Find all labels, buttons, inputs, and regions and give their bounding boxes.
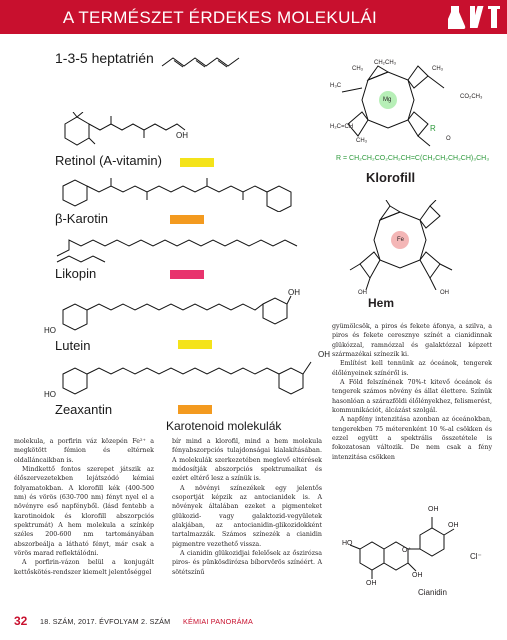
klorofill-co2ch3-label: CO₂CH₃ <box>460 94 483 100</box>
issue-info: 18. SZÁM, 2017. ÉVFOLYAM 2. SZÁM <box>40 617 171 626</box>
paragraph: A cianidin glükozidjai felelősek az őszirózsa piros- és pünkösdirózsa bíborvörös színéért. A sötétszínű <box>172 550 322 576</box>
cianidin-cl-label: Cl⁻ <box>470 552 482 561</box>
paragraph: A porfirin-vázon belül a konjugált kettőskötés-rendszer kiemelt jelentőséggel <box>14 559 154 576</box>
heptatrien-structure <box>160 54 250 70</box>
hem-structure <box>340 200 490 290</box>
paragraph: gyümölcsök, a piros és fekete áfonya, a szilva, a piros és fekete ceresznye színét a cianidinnak glükózzal, ramnózzal és galaktózzal képzett származékai színezik ki. <box>332 323 492 359</box>
zeaxantin-label: Zeaxantin <box>55 402 113 417</box>
klorofill-ch3-top-left: CH₃ <box>352 66 364 72</box>
karotin-label: β-Karotin <box>55 211 108 226</box>
magazine-name: KÉMIAI PANORÁMA <box>183 617 253 626</box>
likopin-color-swatch <box>170 270 204 279</box>
cianidin-oh-bottom: OH <box>366 580 377 587</box>
paragraph: Említést kell tennünk az óceánok, tengerek élőlényeinek színéről is. <box>332 360 492 377</box>
zeaxantin-oh-label: OH <box>318 350 330 359</box>
klorofill-h3c-left: H₃C <box>330 83 342 89</box>
cianidin-ho-left: HO <box>342 540 353 547</box>
paragraph: Mindkettő fontos szerepet játszik az élőszervezetekben lejátszódó kémiai folyamatokban. A klorofill kék (400-500 nm) és vörös (630-700 nm) fényt nyel el a növényre eső napfényből. (lásd fentebb a karotinoidok és klorofill abszorpciós spektrumát) A hem molekula a színkép széles 200-600 nm tartományában abszorbeálja a látható fényt, már csak a vörös marad reflektálódni. <box>14 466 154 558</box>
page-title: A TERMÉSZET ÉRDEKES MOLEKULÁI <box>62 8 378 27</box>
zeaxantin-structure <box>55 350 320 400</box>
cianidin-label: Cianidin <box>418 588 447 597</box>
klorofill-structure <box>318 58 498 158</box>
hem-oh-left: OH <box>358 290 367 296</box>
paragraph: bír mind a klorofil, mind a hem molekula fényabszorpciós tulajdonságai kialakításában. A molekulák szerkezetében meglevő eltérések módosítják abszorpciós spektrumaikat és ezért eltérő lesz a színük is. <box>172 438 322 483</box>
text-column-middle <box>172 437 322 577</box>
carotenoid-caption: Karotenoid molekulák <box>166 419 282 433</box>
retinol-color-swatch <box>180 158 214 167</box>
klorofill-ch3-bottom: CH₃ <box>356 138 368 144</box>
cianidin-structure <box>340 505 500 595</box>
klorofill-ch2ch3-top: CH₂CH₃ <box>374 60 397 66</box>
karotin-structure <box>55 176 300 212</box>
klorofill-ch3-top-right: CH₃ <box>432 66 444 72</box>
hem-label: Hem <box>368 296 395 310</box>
paragraph: molekula, a porfirin váz közepén Fe²⁺ a megkötött fémion és eltérnek oldalláncaikban is. <box>14 438 154 464</box>
lutein-color-swatch <box>178 340 212 349</box>
retinol-label: Retinol (A-vitamin) <box>55 153 162 168</box>
karotin-color-swatch <box>170 215 204 224</box>
klorofill-r-group: R = CH₂CH₂CO₂CH₂CH=C(CH₂CH₂CH₂CH)₃CH₃ <box>336 155 490 162</box>
cianidin-oh-bottom-right: OH <box>412 572 423 579</box>
header-banner <box>0 0 507 34</box>
lutein-oh-label: OH <box>288 288 300 297</box>
paragraph: A növényi színezékek egy jelentős csoportját képzik az antocianidek is. A növények általában ezeket a pigmenteket glükozid- vagy galaktozid-vegyületek alakjában, az antocianidin-glikozidokként tartalmazzák. Számos színezék a cianidin pigmentre vezethető vissza. <box>172 484 322 548</box>
klorofill-o-label: O <box>446 136 451 142</box>
paragraph: A napfény intenzitása azonban az óceánokban, tengerekben 75 méterenként 10 %-al csökken és ezzel együtt a spektrális összetétele is fokozatosan változik. De nem csak a fény intenzitása csökken <box>332 416 492 461</box>
retinol-structure <box>55 112 195 158</box>
klorofill-metal-label: Mg <box>383 97 392 103</box>
text-column-left <box>14 437 154 577</box>
lutein-ho-label: HO <box>44 326 56 335</box>
lutein-label: Lutein <box>55 338 91 353</box>
lab-glassware-logo-icon <box>448 4 502 30</box>
lutein-structure <box>55 286 295 336</box>
zeaxantin-color-swatch <box>178 405 212 414</box>
cianidin-o-plus: O⁺ <box>402 547 412 554</box>
paragraph: A Föld felszínének 70%-t kitevő óceánok és tengerek számos növény és állat élettere. Színük hasonlóan a szárazföldi élőlényekhez, felismerést, kommunikációt, álcázást szolgál. <box>332 379 492 415</box>
hem-oh-right: OH <box>440 290 449 296</box>
klorofill-label: Klorofill <box>366 170 416 185</box>
klorofill-h2cch-label: H₂C=CH <box>330 124 354 130</box>
hem-metal-label: Fe <box>397 237 405 243</box>
text-column-right <box>332 322 492 462</box>
heptatrien-label: 1-3-5 heptatrién <box>55 50 154 66</box>
zeaxantin-ho-label: HO <box>44 390 56 399</box>
page-number: 32 <box>14 614 28 628</box>
likopin-label: Likopin <box>55 266 97 281</box>
likopin-structure <box>55 236 305 266</box>
retinol-oh-label: OH <box>176 131 188 140</box>
cianidin-oh-top: OH <box>428 506 439 513</box>
klorofill-r-label: R <box>430 124 436 133</box>
cianidin-oh-right: OH <box>448 522 459 529</box>
